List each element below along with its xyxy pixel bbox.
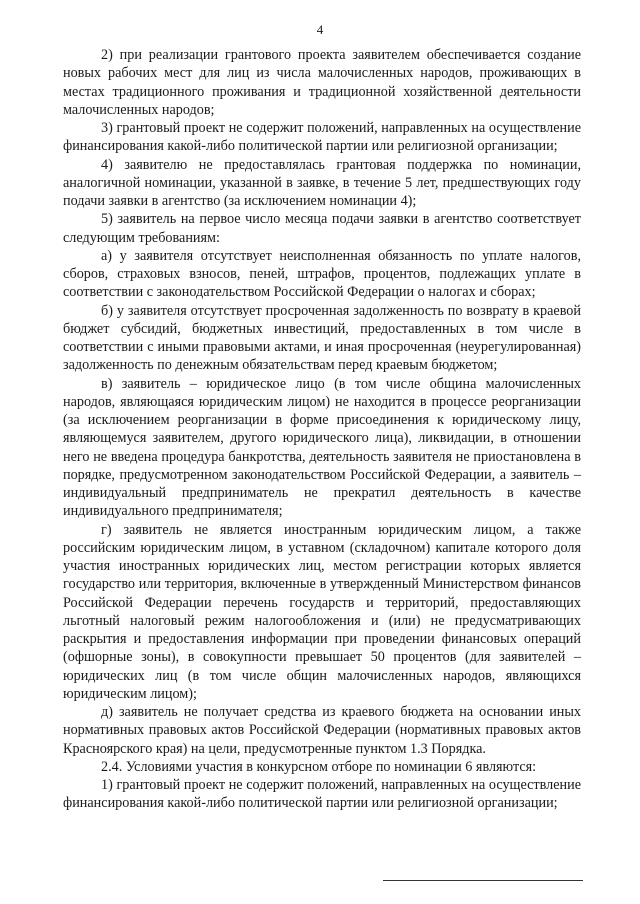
footer-rule: [383, 880, 583, 881]
paragraph-requirement-g: г) заявитель не является иностранным юридическим лицом, а также российским юридическим лицом, в уставном (складочном) капитале которого доля участия иностранных юридических лиц, местом регистрации которых является государство или территория, включенные в утвержденный Министерством финансов Российской Федерации перечень государств и территорий, предоставляющих льготный налоговый режим налогообложения и (или) не предусматривающих раскрытия и предоставления информации при проведении финансовых операций (офшорные зоны), в совокупности превышает 50 процентов (для заявителей – юридических лиц (в том числе общин малочисленных народов, являющихся юридическим лицом);: [63, 521, 581, 702]
paragraph-nomination-6-condition-1: 1) грантовый проект не содержит положений, направленных на осуществление финансирования какой-либо политической партии или религиозной организации;: [63, 777, 581, 812]
document-body: [63, 46, 581, 813]
paragraph-condition-5: 5) заявитель на первое число месяца подачи заявки в агентство соответствует следующим требованиям:: [63, 211, 581, 246]
paragraph-condition-4: 4) заявителю не предоставлялась грантовая поддержка по номинации, аналогичной номинации, указанной в заявке, в течение 5 лет, предшествующих году подачи заявки в агентство (за исключением номинации 4);: [63, 156, 581, 209]
page-number: 4: [316, 22, 324, 37]
paragraph-condition-2: 2) при реализации грантового проекта заявителем обеспечивается создание новых рабочих мест для лиц из числа малочисленных народов, проживающих в местах традиционного проживания и традиционной хозяйственной деятельности малочисленных народов;: [63, 47, 581, 118]
paragraph-requirement-d: д) заявитель не получает средства из краевого бюджета на основании иных нормативных правовых актов Российской Федерации (нормативных правовых актов Красноярского края) на цели, предусмотренные пунктом 1.3 Порядка.: [63, 704, 581, 757]
paragraph-requirement-a: а) у заявителя отсутствует неисполненная обязанность по уплате налогов, сборов, страховых взносов, пеней, штрафов, процентов, подлежащих уплате в соответствии с законодательством Российской Федерации о налогах и сборах;: [63, 247, 581, 301]
paragraph-section-2-4: 2.4. Условиями участия в конкурсном отборе по номинации 6 являются:: [101, 758, 537, 775]
paragraph-requirement-b: б) у заявителя отсутствует просроченная задолженность по возврату в краевой бюджет субсидий, бюджетных инвестиций, предоставленных в том числе в соответствии с иными правовыми актами, и иная просроченная (неурегулированная) задолженность по денежным обязательствам перед краевым бюджетом;: [63, 302, 581, 374]
paragraph-requirement-v: в) заявитель – юридическое лицо (в том числе община малочисленных народов, являющаяся юридическим лицом) не находится в процессе реорганизации (за исключением реорганизации в форме присоединения к юридическому лицу, являющемуся заявителем, другого юридического лица), ликвидации, в отношении него не введена процедура банкротства, деятельность заявителя не приостановлена в порядке, предусмотренном законодательством Российской Федерации, а заявитель – индивидуальный предприниматель не прекратил деятельность в качестве индивидуального предпринимателя;: [63, 375, 581, 520]
paragraph-condition-3: 3) грантовый проект не содержит положений, направленных на осуществление финансирования какой-либо политической партии или религиозной организации;: [63, 120, 581, 155]
